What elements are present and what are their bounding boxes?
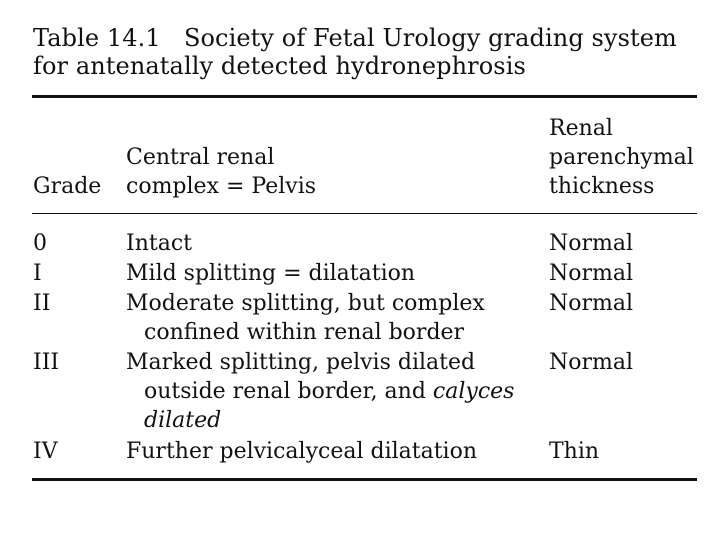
row-2-grade: II — [33, 291, 51, 316]
header-central-line-1: Central renal — [126, 145, 275, 170]
row-0-thickness: Normal — [549, 231, 634, 256]
row-1-thickness: Normal — [549, 261, 634, 286]
bottom-rule — [32, 478, 697, 481]
header-renal-line-2: parenchymal — [549, 145, 694, 170]
row-3-description-line-3: dilated — [144, 408, 222, 433]
row-4-description: Further pelvicalyceal dilatation — [126, 439, 478, 464]
header-grade: Grade — [33, 174, 102, 199]
top-rule — [32, 95, 697, 98]
row-0-grade: 0 — [33, 231, 47, 256]
row-3-thickness: Normal — [549, 350, 634, 375]
row-3-description-calyces: calyces — [432, 379, 515, 404]
table-number: Table 14.1 — [33, 24, 161, 52]
row-3-description-line-1: Marked splitting, pelvis dilated — [126, 350, 476, 375]
row-1-grade: I — [33, 261, 42, 286]
row-4-grade: IV — [33, 439, 58, 464]
header-renal-line-1: Renal — [549, 116, 613, 141]
row-3-description — [126, 348, 514, 435]
row-0-description: Intact — [126, 231, 192, 256]
row-4-thickness: Thin — [549, 439, 600, 464]
row-2-description — [126, 289, 485, 347]
row-2-description-line-1: Moderate splitting, but complex — [126, 291, 485, 316]
header-renal-parenchymal-thickness — [549, 114, 694, 201]
table-caption — [33, 24, 703, 80]
header-central-line-2: complex = Pelvis — [126, 174, 317, 199]
row-1-description: Mild splitting = dilatation — [126, 261, 416, 286]
table-title: Society of Fetal Urology grading system for antenatally detected hydronephrosis — [33, 24, 677, 80]
row-3-description-line-2-text: outside renal border, and — [144, 379, 433, 404]
row-2-thickness: Normal — [549, 291, 634, 316]
row-3-description-line-2 — [126, 377, 514, 406]
row-2-description-line-2: confined within renal border — [144, 320, 465, 345]
header-central-renal-complex — [126, 143, 316, 201]
header-rule — [32, 213, 697, 214]
row-3-grade: III — [33, 350, 60, 375]
header-renal-line-3: thickness — [549, 174, 655, 199]
